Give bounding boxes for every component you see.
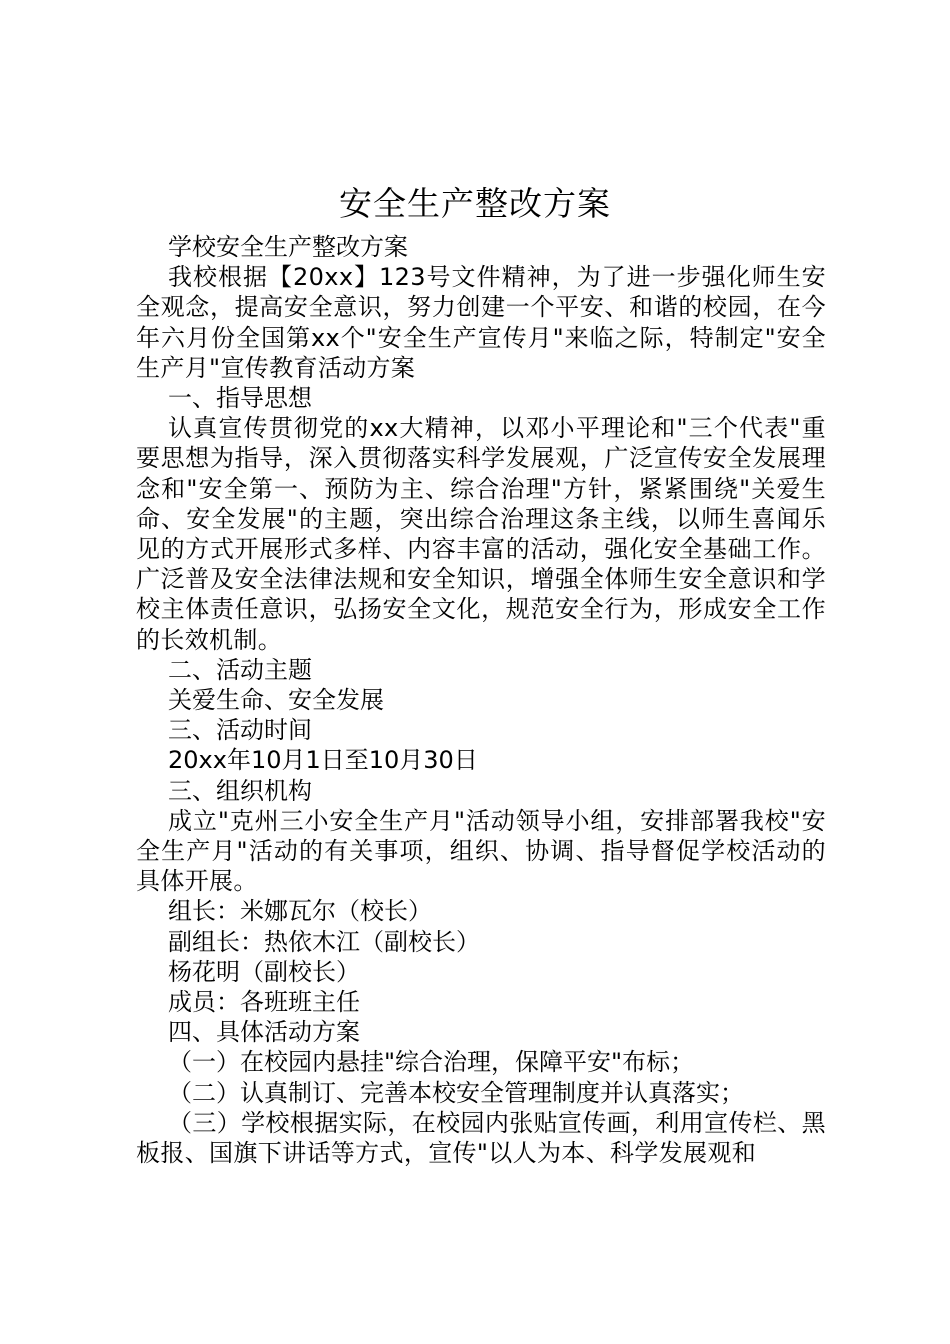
plan-item-3: （三）学校根据实际，在校园内张贴宣传画，利用宣传栏、黑板报、国旗下讲话等方式，宣传"以人为本、科学发展观和: [136, 1108, 826, 1168]
section-heading-organization: 三、组织机构: [168, 776, 312, 805]
document-title: 安全生产整改方案: [339, 184, 611, 223]
document-body: [136, 232, 826, 1168]
activity-time-paragraph: 20xx年10月1日至10月30日: [168, 746, 478, 775]
intro-paragraph: 我校根据【20xx】123号文件精神，为了进一步强化师生安全观念，提高安全意识，努力创建一个平安、和谐的校园，在今年六月份全国第xx个"安全生产宣传月"来临之际，特制定"安全生产月"宣传教育活动方案: [136, 263, 826, 382]
organization-paragraph: 成立"克州三小安全生产月"活动领导小组，安排部署我校"安全生产月"活动的有关事项，组织、协调、指导督促学校活动的具体开展。: [136, 806, 826, 896]
section-heading-guiding-ideology: 一、指导思想: [168, 384, 312, 413]
section-heading-activity-plan: 四、具体活动方案: [168, 1018, 360, 1047]
deputy-leader-line: 副组长：热依木江（副校长）: [168, 927, 480, 956]
section-heading-activity-time: 三、活动时间: [168, 716, 312, 745]
team-leader-line: 组长：米娜瓦尔（校长）: [168, 897, 432, 926]
deputy-leader-line-2: 杨花明（副校长）: [168, 957, 360, 986]
guiding-ideology-paragraph: 认真宣传贯彻党的xx大精神，以邓小平理论和"三个代表"重要思想为指导，深入贯彻落实科学发展观，广泛宣传安全发展理念和"安全第一、预防为主、综合治理"方针，紧紧围绕"关爱生命、安全发展"的主题，突出综合治理这条主线，以师生喜闻乐见的方式开展形式多样、内容丰富的活动，强化安全基础工作。广泛普及安全法律法规和安全知识，增强全体师生安全意识和学校主体责任意识，弘扬安全文化，规范安全行为，形成安全工作的长效机制。: [136, 414, 826, 654]
section-heading-activity-theme: 二、活动主题: [168, 655, 312, 684]
members-line: 成员：各班班主任: [168, 988, 360, 1017]
subtitle-paragraph: 学校安全生产整改方案: [168, 233, 408, 261]
plan-item-2: （二）认真制订、完善本校安全管理制度并认真落实；: [168, 1078, 744, 1107]
activity-theme-paragraph: 关爱生命、安全发展: [168, 686, 384, 715]
plan-item-1: （一）在校园内悬挂"综合治理，保障平安"布标；: [168, 1048, 695, 1077]
